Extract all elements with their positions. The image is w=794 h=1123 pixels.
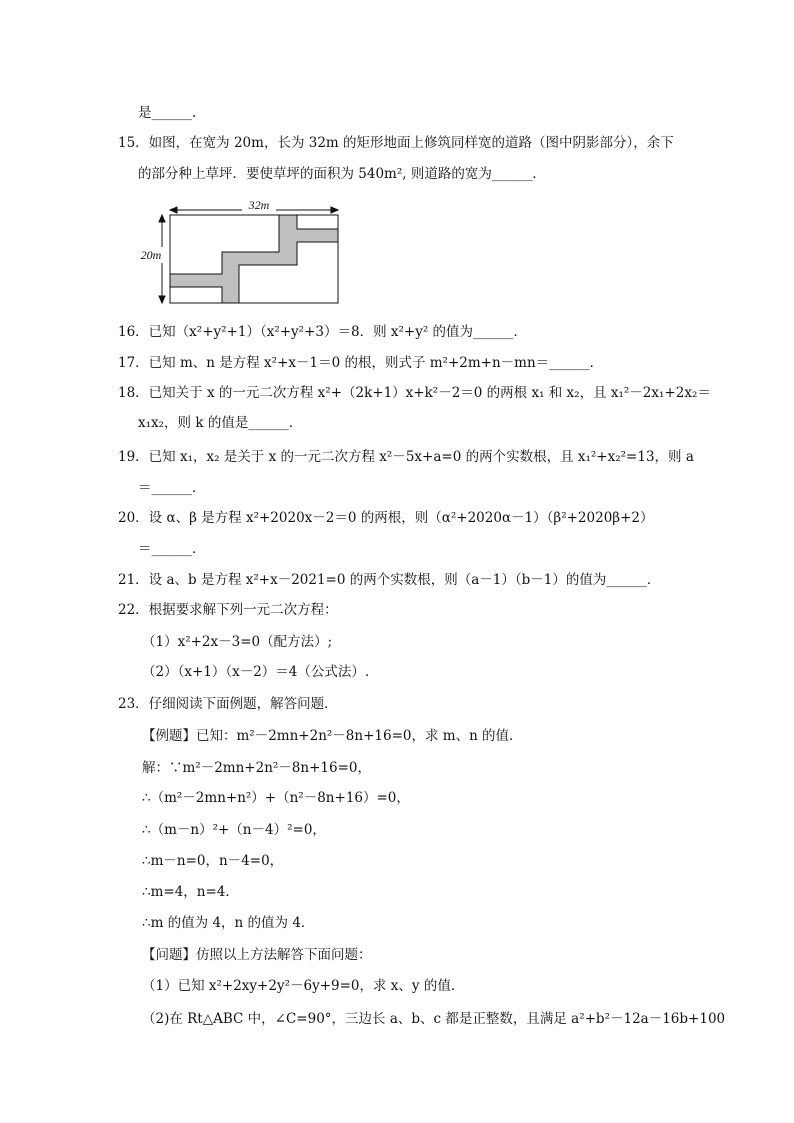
q22-part2: （2）（x+1）（x－2）＝4（公式法）. [142,664,370,680]
q16: 16．已知（x²+y²+1）（x²+y²+3）＝8．则 x²+y² 的值为______． [118,324,528,340]
q17: 17．已知 m、n 是方程 x²+x－1＝0 的根，则式子 m²+2m+n－mn＝______． [118,355,604,371]
q19-line1: 19．已知 x₁，x₂ 是关于 x 的一元二次方程 x²－5x+a=0 的两个实数根，且 x₁²+x₂²=13，则 a [118,449,694,465]
q23-solution-step2: ∴（m²－2mn+n²）+（n²－8n+16）=0， [142,790,410,806]
height-label: 20m [140,248,162,262]
q23-problem-part2: （2)在 Rt△ABC 中，∠C=90°，三边长 a、b、c 都是正整数，且满足 a²+b²－12a－16b+100 [142,1011,726,1027]
q23-example: 【例题】已知：m²－2mn+2n²－8n+16=0，求 m、n 的值． [142,728,523,744]
line-0: 是______. [138,105,197,121]
q20-line1: 20．设 α、β 是方程 x²+2020x－2＝0 的两根，则（α²+2020α－1）（β²+2020β+2） [118,510,654,526]
q18-line2: x₁x₂，则 k 的值是______． [138,415,303,431]
q21: 21．设 a、b 是方程 x²+x－2021=0 的两个实数根，则（a－1）（b－1）的值为______． [118,572,661,588]
q22: 22．根据要求解下列一元二次方程： [118,602,338,618]
q23-problem-part1: （1）已知 x²+2xy+2y²－6y+9=0，求 x、y 的值． [142,978,465,994]
q23-solution-step3: ∴（m－n）²+（n－4）²=0， [142,822,326,838]
q23-problem: 【问题】仿照以上方法解答下面问题： [142,947,372,963]
q20-line2: ＝______． [138,541,206,557]
q15-line2: 的部分种上草坪．要使草坪的面积为 540m², 则道路的宽为______． [138,166,546,182]
q18-line1: 18．已知关于 x 的一元二次方程 x²+（2k+1）x+k²－2＝0 的两根 x₁ 和 x₂，且 x₁²－2x₁+2x₂＝ [118,385,711,401]
q23-solution-step5: ∴m=4，n=4． [142,884,239,900]
width-label: 32m [248,198,270,212]
q22-part1: （1）x²+2x－3=0（配方法）; [142,634,333,650]
q23-solution-step6: ∴m 的值为 4，n 的值为 4． [142,915,315,931]
q23: 23．仔细阅读下面例题，解答问题． [118,696,338,712]
q23-solution-step1: 解：∵m²－2mn+2n²－8n+16=0， [142,760,371,776]
q23-solution-step4: ∴m－n=0，n－4=0， [142,853,284,869]
q19-line2: ＝______． [138,480,206,496]
road-figure [134,195,349,307]
q15-line1: 15．如图，在宽为 20m，长为 32m 的矩形地面上修筑同样宽的道路（图中阴影部分），余下 [118,135,674,151]
